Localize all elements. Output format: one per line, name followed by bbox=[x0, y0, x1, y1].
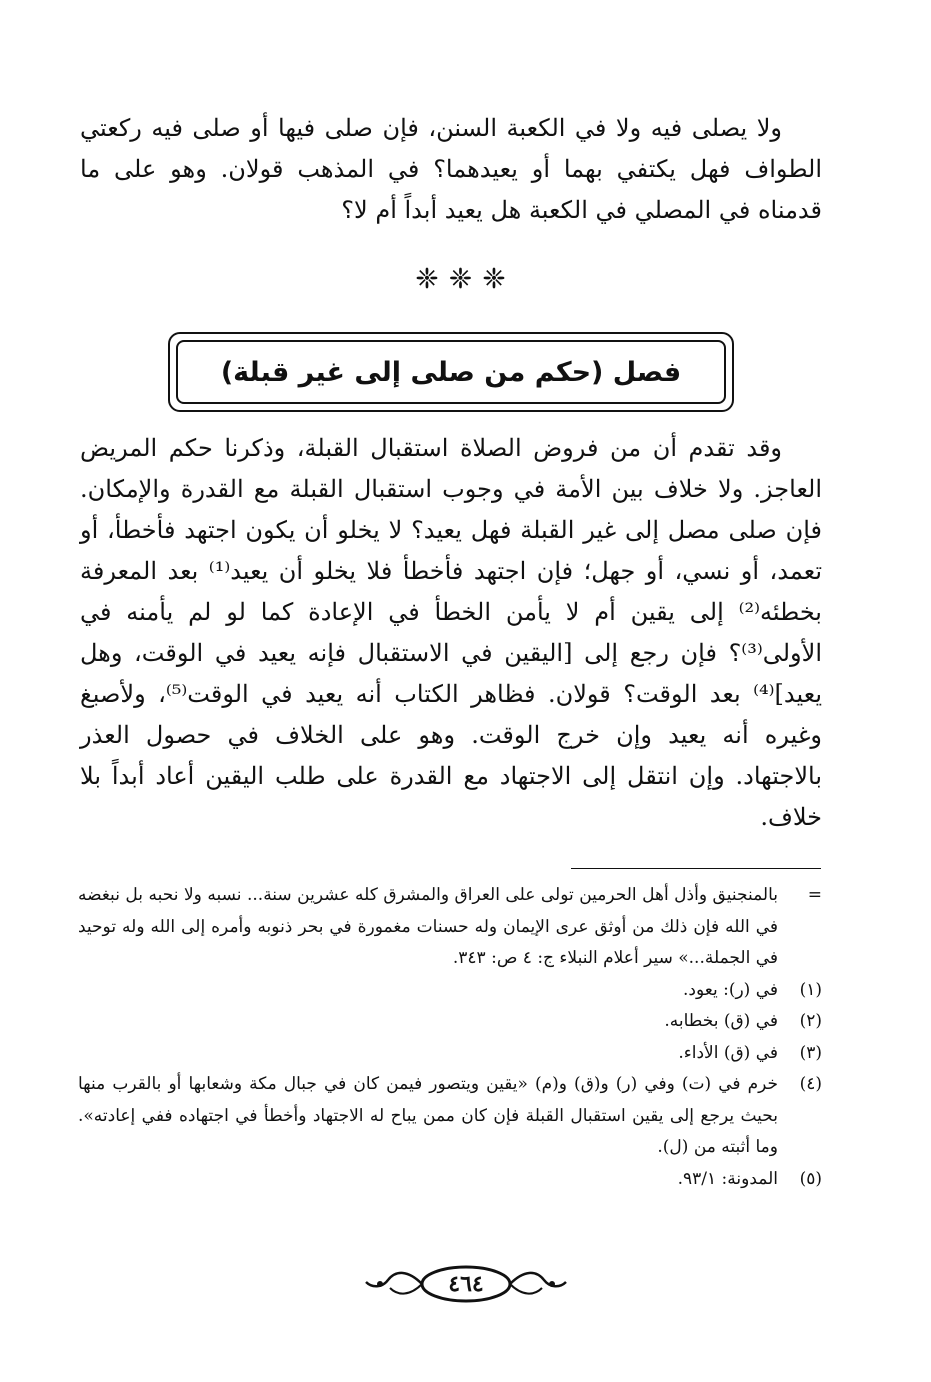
footnote-5 bbox=[78, 1164, 822, 1196]
section-heading-inner-frame bbox=[176, 340, 726, 404]
footnotes-section bbox=[78, 880, 822, 1195]
page-number-ornament bbox=[360, 1262, 572, 1306]
footnote-mark: (٣) bbox=[799, 1042, 822, 1063]
footnote-3 bbox=[78, 1038, 822, 1070]
footnote-mark: (٥) bbox=[799, 1168, 822, 1189]
footnote-4 bbox=[78, 1069, 822, 1164]
footnote-text: خرم في (ت) وفي (ر) و(ق) و(م) «يقين ويتصور فيمن كان في جبال مكة وشعابها أو بالقرب منها بحيث يرجع إلى يقين استقبال القبلة فإن كان ممن يباح له الاجتهاد وأخطأ في اجتهاده ففي إعادته». وما أثبته من (ل). bbox=[78, 1074, 778, 1157]
footnote-mark: (٤) bbox=[799, 1074, 822, 1094]
footnote-mark: (١) bbox=[799, 979, 822, 1000]
footnote-separator-rule bbox=[571, 868, 821, 869]
intro-paragraph: ولا يصلى فيه ولا في الكعبة السنن، فإن صلى فيها أو صلى فيه ركعتي الطواف فهل يكتفي بهما أو يعيدهما؟ في المذهب قولان. وهو على ما قدمناه في المصلي في الكعبة هل يعيد أبداً أم لا؟ bbox=[80, 114, 822, 224]
main-text bbox=[80, 428, 822, 838]
main-paragraph: وقد تقدم أن من فروض الصلاة استقبال القبلة، وذكرنا حكم المريض العاجز. ولا خلاف بين الأمة في وجوب استقبال القبلة مع القدرة والإمكان. فإن صلى مصل إلى غير القبلة فهل يعيد؟ لا يخلو أن يكون اجتهد فأخطأ، أو تعمد، أو نسي، أو جهل؛ فإن اجتهد فأخطأ فلا يخلو أن يعيد⁽¹⁾ بعد المعرفة بخطئه⁽²⁾ إلى يقين أم لا يأمن الخطأ في الإعادة كما لو لم يأمنه في الأولى⁽³⁾؟ فإن رجع إلى [اليقين في الاستقبال فإنه يعيد في الوقت، وهل يعيد]⁽⁴⁾ بعد الوقت؟ قولان. فظاهر الكتاب أنه يعيد في الوقت⁽⁵⁾، ولأصبغ وغيره أنه يعيد وإن خرج الوقت. وهو على الخلاف في حصول العذر بالاجتهاد. وإن انتقل إلى الاجتهاد مع القدرة على طلب اليقين أعاد أبداً بلا خلاف. bbox=[80, 434, 823, 831]
footnote-2 bbox=[78, 1006, 822, 1038]
footnote-mark: = bbox=[807, 885, 822, 905]
footnote-mark: (٢) bbox=[799, 1011, 822, 1031]
page-number: ٤٦٤ bbox=[448, 1271, 484, 1297]
section-heading-frame bbox=[168, 332, 734, 412]
footnote-text: بالمنجنيق وأذل أهل الحرمين تولى على العراق والمشرق كله عشرين سنة... نسبه ولا نحبه بل نبغضه في الله فإن ذلك من أوثق عرى الإيمان وله حسنات مغمورة في بحر ذنوبه وأمره إلى الله وله توحيد في الجملة...» سير أعلام النبلاء ج: ٤ ص: ٣٤٣. bbox=[78, 885, 778, 968]
section-heading: فصل (حكم من صلى إلى غير قبلة) bbox=[220, 356, 682, 388]
footnote-text: في (ر): يعود. bbox=[683, 979, 778, 1000]
section-separator: ❈❈❈ bbox=[415, 262, 516, 295]
footnote-text: في (ق) الأداء. bbox=[678, 1042, 778, 1063]
footnote-continuation bbox=[78, 880, 822, 975]
footnote-text: المدونة: ٩٣/١. bbox=[677, 1168, 778, 1189]
intro-text bbox=[80, 108, 822, 231]
footnote-1 bbox=[78, 975, 822, 1007]
footnote-text: في (ق) بخطابه. bbox=[664, 1011, 778, 1031]
